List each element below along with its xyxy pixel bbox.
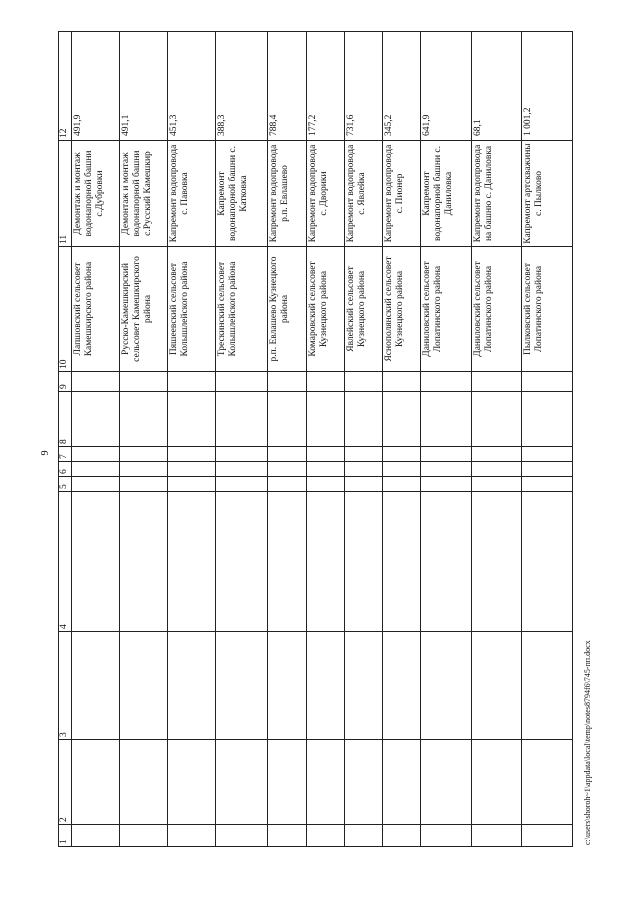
empty-cell <box>344 825 382 847</box>
work-cell: Капремонт водопровода с. Пионер <box>382 141 421 247</box>
page-number: 9 <box>40 450 51 456</box>
empty-cell <box>72 447 120 462</box>
empty-cell <box>215 447 267 462</box>
table-row <box>215 32 267 847</box>
table-row <box>344 32 382 847</box>
table-row <box>522 32 573 847</box>
amount-cell: 788,4 <box>267 32 307 141</box>
empty-cell <box>267 632 307 740</box>
amount-cell: 388,3 <box>215 32 267 141</box>
empty-cell <box>119 447 167 462</box>
empty-cell <box>421 825 472 847</box>
empty-cell <box>344 447 382 462</box>
data-table <box>58 31 573 847</box>
table-row <box>267 32 307 847</box>
district-cell: Даниловский сельсовет Лопатинского района <box>421 247 472 372</box>
empty-cell <box>267 477 307 492</box>
empty-cell <box>119 392 167 447</box>
column-number: 7 <box>59 447 72 462</box>
empty-cell <box>522 447 573 462</box>
empty-cell <box>472 740 522 825</box>
empty-cell <box>167 825 215 847</box>
empty-cell <box>167 462 215 477</box>
empty-cell <box>215 477 267 492</box>
empty-cell <box>382 492 421 632</box>
empty-cell <box>344 740 382 825</box>
empty-cell <box>119 740 167 825</box>
empty-cell <box>72 372 120 392</box>
empty-cell <box>119 825 167 847</box>
empty-cell <box>421 740 472 825</box>
empty-cell <box>522 632 573 740</box>
empty-cell <box>307 462 345 477</box>
empty-cell <box>421 447 472 462</box>
empty-cell <box>344 462 382 477</box>
column-number: 4 <box>59 492 72 632</box>
column-number: 11 <box>59 141 72 247</box>
empty-cell <box>522 477 573 492</box>
empty-cell <box>72 462 120 477</box>
empty-cell <box>215 825 267 847</box>
empty-cell <box>215 492 267 632</box>
district-cell: р.п. Евлашево Кузнецкого района <box>267 247 307 372</box>
column-number: 1 <box>59 825 72 847</box>
empty-cell <box>119 372 167 392</box>
empty-cell <box>472 392 522 447</box>
column-number: 9 <box>59 372 72 392</box>
work-cell: Демонтаж и монтаж водонапорной башни с.Дубровки <box>72 141 120 247</box>
empty-cell <box>119 492 167 632</box>
empty-cell <box>382 447 421 462</box>
empty-cell <box>522 492 573 632</box>
empty-cell <box>167 740 215 825</box>
table-row <box>167 32 215 847</box>
work-cell: Демонтаж и монтаж водонапорной башни с.Русский Камешкир <box>119 141 167 247</box>
empty-cell <box>167 372 215 392</box>
empty-cell <box>72 825 120 847</box>
empty-cell <box>215 392 267 447</box>
column-number-row <box>59 32 72 847</box>
empty-cell <box>267 740 307 825</box>
empty-cell <box>421 462 472 477</box>
table-row <box>472 32 522 847</box>
empty-cell <box>421 392 472 447</box>
empty-cell <box>382 740 421 825</box>
empty-cell <box>215 462 267 477</box>
footer-file-path: c:\users\shoroh~1\appdata\local\temp\notes8794f6\745-пп.docx <box>583 640 592 845</box>
empty-cell <box>472 447 522 462</box>
empty-cell <box>119 477 167 492</box>
empty-cell <box>267 392 307 447</box>
empty-cell <box>307 477 345 492</box>
rotated-table-container <box>58 32 573 847</box>
empty-cell <box>421 492 472 632</box>
empty-cell <box>167 477 215 492</box>
empty-cell <box>382 372 421 392</box>
empty-cell <box>307 825 345 847</box>
district-cell: Яснополянский сельсовет Кузнецкого района <box>382 247 421 372</box>
empty-cell <box>72 632 120 740</box>
work-cell: Капремонт водопровода р.п. Евлашево <box>267 141 307 247</box>
column-number: 6 <box>59 462 72 477</box>
empty-cell <box>72 492 120 632</box>
work-cell: Капремонт водопровода на башню с. Даниловка <box>472 141 522 247</box>
table-row <box>307 32 345 847</box>
empty-cell <box>382 462 421 477</box>
column-number: 2 <box>59 740 72 825</box>
column-number: 5 <box>59 477 72 492</box>
empty-cell <box>522 392 573 447</box>
empty-cell <box>267 825 307 847</box>
empty-cell <box>167 492 215 632</box>
amount-cell: 1 001,2 <box>522 32 573 141</box>
empty-cell <box>215 632 267 740</box>
empty-cell <box>167 447 215 462</box>
amount-cell: 345,2 <box>382 32 421 141</box>
amount-cell: 491,9 <box>72 32 120 141</box>
empty-cell <box>344 372 382 392</box>
empty-cell <box>344 392 382 447</box>
empty-cell <box>522 372 573 392</box>
district-cell: Комаровский сельсовет Кузнецкого района <box>307 247 345 372</box>
work-cell: Капремонт артскважины с. Пылково <box>522 141 573 247</box>
work-cell: Капремонт водонапорной башни с. Катковка <box>215 141 267 247</box>
district-cell: Даниловский сельсовет Лопатинского района <box>472 247 522 372</box>
table-row <box>421 32 472 847</box>
district-cell: Пылковский сельсовет Лопатинского района <box>522 247 573 372</box>
empty-cell <box>267 372 307 392</box>
empty-cell <box>472 492 522 632</box>
district-cell: Лапшовский сельсовет Камешкирского района <box>72 247 120 372</box>
empty-cell <box>307 447 345 462</box>
empty-cell <box>119 462 167 477</box>
column-number: 10 <box>59 247 72 372</box>
empty-cell <box>307 372 345 392</box>
work-cell: Капремонт водопровода с. Явлейка <box>344 141 382 247</box>
empty-cell <box>421 632 472 740</box>
empty-cell <box>344 492 382 632</box>
empty-cell <box>215 372 267 392</box>
empty-cell <box>344 632 382 740</box>
empty-cell <box>72 477 120 492</box>
amount-cell: 68,1 <box>472 32 522 141</box>
empty-cell <box>421 477 472 492</box>
empty-cell <box>522 740 573 825</box>
amount-cell: 177,2 <box>307 32 345 141</box>
empty-cell <box>307 632 345 740</box>
empty-cell <box>307 492 345 632</box>
amount-cell: 451,3 <box>167 32 215 141</box>
empty-cell <box>167 392 215 447</box>
column-number: 8 <box>59 392 72 447</box>
work-cell: Капремонт водопровода с. Павовка <box>167 141 215 247</box>
column-number: 3 <box>59 632 72 740</box>
empty-cell <box>472 632 522 740</box>
empty-cell <box>344 477 382 492</box>
empty-cell <box>307 392 345 447</box>
empty-cell <box>167 632 215 740</box>
table-row <box>72 32 120 847</box>
empty-cell <box>72 740 120 825</box>
empty-cell <box>421 372 472 392</box>
amount-cell: 491,1 <box>119 32 167 141</box>
empty-cell <box>522 825 573 847</box>
empty-cell <box>307 740 345 825</box>
table-row <box>382 32 421 847</box>
amount-cell: 641,9 <box>421 32 472 141</box>
empty-cell <box>472 462 522 477</box>
district-cell: Явлейский сельсовет Кузнецкого района <box>344 247 382 372</box>
amount-cell: 731,6 <box>344 32 382 141</box>
empty-cell <box>267 462 307 477</box>
empty-cell <box>267 492 307 632</box>
empty-cell <box>382 477 421 492</box>
empty-cell <box>72 392 120 447</box>
column-number: 12 <box>59 32 72 141</box>
district-cell: Трескинский сельсовет Колышлейского района <box>215 247 267 372</box>
empty-cell <box>267 447 307 462</box>
empty-cell <box>522 462 573 477</box>
table-row <box>119 32 167 847</box>
empty-cell <box>472 372 522 392</box>
empty-cell <box>382 632 421 740</box>
empty-cell <box>472 825 522 847</box>
district-cell: Пяшеевский сельсовет Колышлейского района <box>167 247 215 372</box>
empty-cell <box>472 477 522 492</box>
work-cell: Капремонт водонапорной башни с. Даниловка <box>421 141 472 247</box>
empty-cell <box>382 825 421 847</box>
work-cell: Капремонт водопровода с. Дворики <box>307 141 345 247</box>
district-cell: Русско-Камешкирский сельсовет Камешкирского района <box>119 247 167 372</box>
empty-cell <box>119 632 167 740</box>
empty-cell <box>215 740 267 825</box>
empty-cell <box>382 392 421 447</box>
